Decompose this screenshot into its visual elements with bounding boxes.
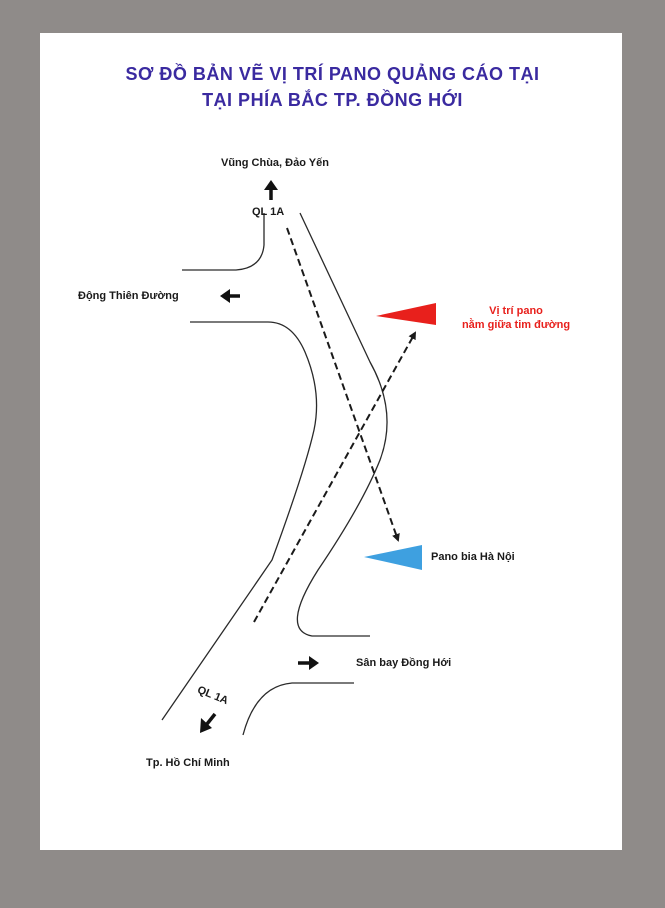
north-destination-label: Vũng Chùa, Đảo Yến xyxy=(221,157,329,169)
page-title-line2: TẠI PHÍA BẮC TP. ĐỒNG HỚI xyxy=(202,90,463,110)
south-destination-label: Tp. Hồ Chí Minh xyxy=(146,757,230,769)
arrow-right-icon xyxy=(298,656,319,670)
arrow-down-left-icon xyxy=(200,714,215,733)
road-right-edge-lower xyxy=(243,683,354,735)
pano-position-line1: Vị trí pano xyxy=(489,305,543,317)
red-triangle-marker xyxy=(376,303,436,325)
pano-hanoi-label: Pano bia Hà Nội xyxy=(431,551,515,563)
pano-position-label xyxy=(446,304,586,332)
road-label-north: QL 1A xyxy=(252,206,285,218)
road-left-edge xyxy=(182,213,264,270)
blue-triangle-marker xyxy=(364,545,422,570)
road-left-edge-lower xyxy=(162,322,317,720)
airport-label: Sân bay Đồng Hới xyxy=(356,657,452,669)
page-title-line1: SƠ ĐỒ BẢN VẼ VỊ TRÍ PANO QUẢNG CÁO TẠI xyxy=(125,64,540,84)
pano-position-line2: nằm giữa tim đường xyxy=(461,319,571,331)
arrow-left-icon xyxy=(220,289,240,303)
road-right-edge xyxy=(297,213,387,636)
route-dashed-north-to-blue xyxy=(287,228,398,540)
west-destination-label: Động Thiên Đường xyxy=(78,290,179,302)
road-label-south: QL 1A xyxy=(195,684,230,708)
arrow-up-icon xyxy=(264,180,278,200)
route-dashed-south-to-red xyxy=(254,333,415,622)
